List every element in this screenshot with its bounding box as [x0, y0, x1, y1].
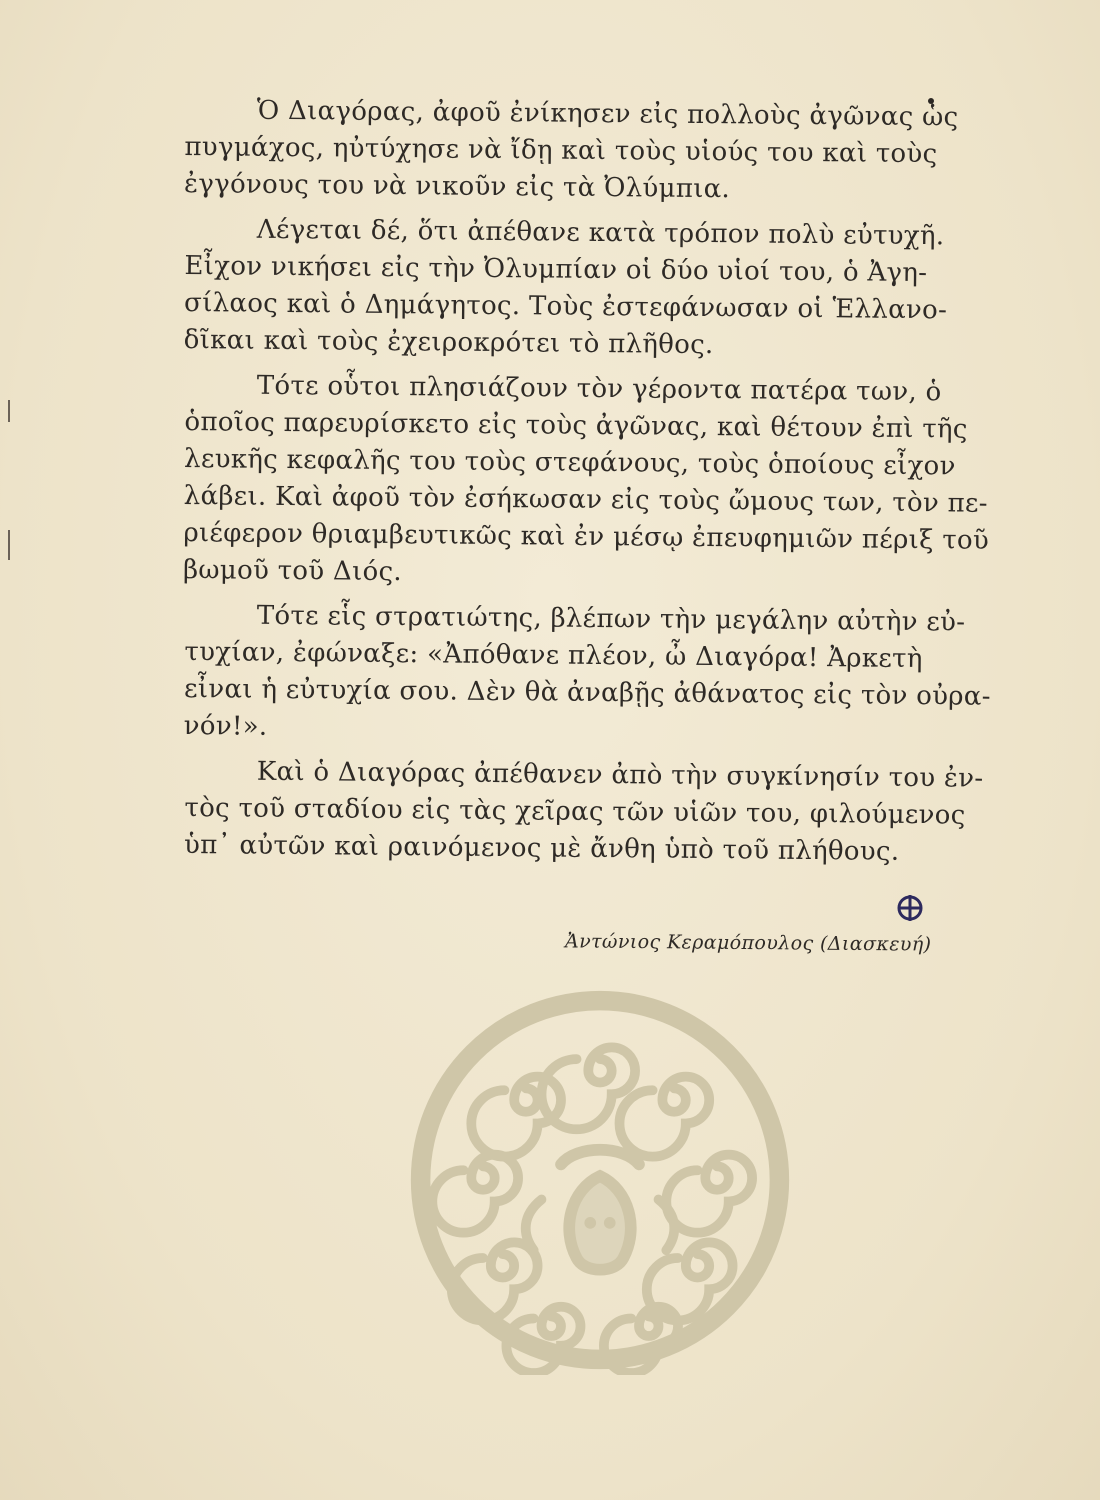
text-line: ἐγγόνους του νὰ νικοῦν εἰς τὰ Ὀλύμπια.: [183, 168, 731, 205]
text-line: Λέγεται δέ, ὅτι ἀπέθανε κατὰ τρόπον πολὺ εὐτυχῆ.: [256, 214, 945, 252]
spiral-rosette-ornament-icon: [405, 985, 795, 1375]
text-line: λευκῆς κεφαλῆς του τοὺς στεφάνους, τοὺς ὁποίους εἶχον: [183, 443, 956, 482]
text-line: Καὶ ὁ Διαγόρας ἀπέθανεν ἀπὸ τὴν συγκίνησίν του ἐν-: [256, 756, 984, 794]
text-line: τὸς τοῦ σταδίου εἰς τὰς χεῖρας τῶν υἱῶν του, φιλούμενος: [184, 792, 966, 831]
author-attribution: Ἀντώνιος Κεραμόπουλος (Διασκευή): [564, 930, 932, 956]
text-line: ὑπ᾽ αὐτῶν καὶ ραινόμενος μὲ ἄνθη ὑπὸ τοῦ πλήθους.: [183, 829, 900, 867]
circled-cross-stamp-icon: [895, 893, 925, 923]
text-line: δῖκαι καὶ τοὺς ἐχειροκρότει τὸ πλῆθος.: [183, 324, 714, 361]
text-line: τυχίαν, ἐφώναξε: «Ἀπόθανε πλέον, ὦ Διαγόρα! Ἀρκετὴ: [184, 636, 923, 675]
text-line: Τότε οὗτοι πλησιάζουν τὸν γέροντα πατέρα των, ὁ: [256, 370, 942, 408]
text-line: Ὁ Διαγόρας, ἀφοῦ ἐνίκησεν εἰς πολλοὺς ἀγῶνας ὡς: [256, 95, 959, 133]
binding-edge-mark: [8, 530, 10, 560]
paragraph-2: [184, 211, 1005, 367]
text-line: εἶναι ἡ εὐτυχία σου. Δὲν θὰ ἀναβῇς ἀθάνατος εἰς τὸν οὐρα-: [183, 673, 991, 712]
text-line: νόν!».: [183, 710, 268, 742]
text-line: Τότε εἷς στρατιώτης, βλέπων τὴν μεγάλην αὐτὴν εὐ-: [256, 600, 966, 638]
text-line: σίλαος καὶ ὁ Δημάγητος. Τοὺς ἐστεφάνωσαν οἱ Ἑλλανο-: [183, 287, 948, 326]
text-line: λάβει. Καὶ ἀφοῦ τὸν ἐσήκωσαν εἰς τοὺς ὤμους των, τὸν πε-: [183, 480, 988, 519]
text-line: βωμοῦ τοῦ Διός.: [182, 554, 403, 588]
story-text: [182, 92, 1005, 872]
text-line: ὁποῖος παρευρίσκετο εἰς τοὺς ἀγῶνας, καὶ θέτουν ἐπὶ τῆς: [184, 406, 968, 445]
paragraph-3: [183, 367, 1005, 597]
text-line: ριέφερον θριαμβευτικῶς καὶ ἐν μέσῳ ἐπευφημιῶν πέριξ τοῦ: [183, 517, 990, 556]
paragraph-4: [184, 597, 1005, 753]
text-line: πυγμάχος, ηὐτύχησε νὰ ἴδῃ καὶ τοὺς υἱούς του καὶ τοὺς: [184, 131, 938, 170]
paragraph-5: [184, 753, 1005, 872]
text-line: Εἶχον νικήσει εἰς τὴν Ὀλυμπίαν οἱ δύο υἱοί του, ὁ Ἀγη-: [184, 250, 928, 289]
paragraph-1: [184, 92, 1005, 211]
binding-edge-mark: [8, 400, 10, 422]
